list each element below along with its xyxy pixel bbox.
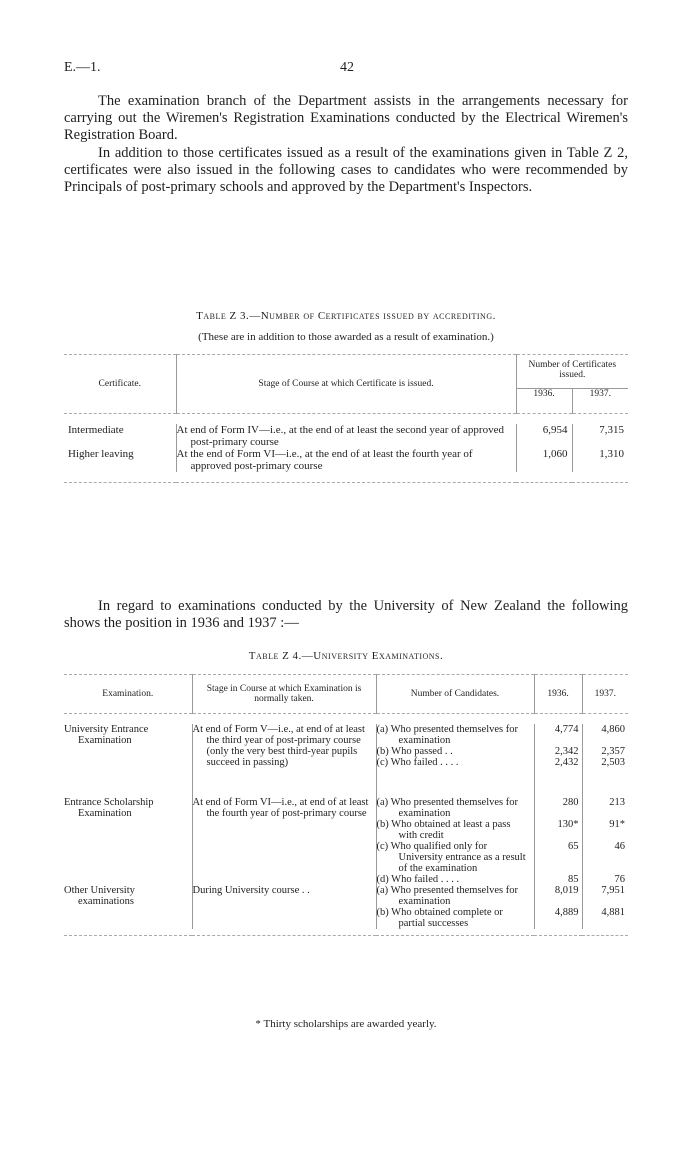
z4-cell-candidates: (d) Who failed . . . . <box>376 874 534 885</box>
z4-cell-1937: 2,357 <box>582 746 628 757</box>
z3-header-number: Number of Certificates issued. <box>516 355 628 389</box>
z3-cell-stage: At the end of Form VI—i.e., at the end of at least the fourth year of approved post-primary course <box>176 448 516 472</box>
university-paragraph-text: In regard to examinations conducted by the University of New Zealand the following shows the position in 1936 and 1937 :— <box>64 598 628 631</box>
z4-cell-1937: 91* <box>582 819 628 841</box>
z4-cell-candidates: (c) Who qualified only for University entrance as a result of the examination <box>376 841 534 874</box>
z4-cell-stage: At end of Form V—i.e., at end of at least the third year of post-primary course (only the very best third-year pupils succeed in passing) <box>192 724 376 797</box>
table-z3-title-text: Table Z 3.—Number of Certificates issued by accrediting. <box>196 310 496 322</box>
z4-cell-1937: 213 <box>582 797 628 819</box>
z4-cell-1937: 7,951 <box>582 885 628 907</box>
intro-paragraph-1 <box>64 93 628 144</box>
z4-cell-1937: 2,503 <box>582 757 628 797</box>
z3-cell-certificate: Intermediate <box>68 424 124 436</box>
z4-cell-1936: 4,889 <box>534 907 582 929</box>
z4-cell-candidates: (a) Who presented themselves for examination <box>376 724 534 746</box>
page-number: 42 <box>340 60 354 75</box>
university-paragraph <box>64 598 628 632</box>
z4-cell-1936: 8,019 <box>534 885 582 907</box>
z4-cell-candidates: (a) Who presented themselves for examination <box>376 885 534 907</box>
table-row <box>64 724 628 746</box>
z3-cell-stage: At end of Form IV—i.e., at the end of at least the second year of approved post-primary course <box>176 424 516 448</box>
table-z4-footnote: * Thirty scholarships are awarded yearly. <box>255 1018 437 1030</box>
z4-cell-candidates: (b) Who passed . . <box>376 746 534 757</box>
z4-header-1936: 1936. <box>534 675 582 714</box>
intro-paragraph-2 <box>64 145 628 196</box>
z4-cell-candidates: (a) Who presented themselves for examination <box>376 797 534 819</box>
z3-header-certificate: Certificate. <box>98 379 141 389</box>
table-row <box>64 424 628 448</box>
intro-paragraph-2-text: In addition to those certificates issued as a result of the examinations given in Table Z 2, certificates were also issued in the following cases to candidates who were recommended by Principals of post-primary schools and approved by the Department's Inspectors. <box>64 145 628 195</box>
running-header: E.—1. <box>64 60 101 75</box>
z3-header-1936: 1936. <box>516 389 572 414</box>
z3-header-1937: 1937. <box>572 389 628 414</box>
table-row <box>64 448 628 472</box>
table-z3-title <box>64 310 628 322</box>
z4-cell-1937: 46 <box>582 841 628 874</box>
z4-header-examination: Examination. <box>102 689 154 699</box>
z4-cell-1936: 130* <box>534 819 582 841</box>
z4-header-1937: 1937. <box>582 675 628 714</box>
z4-cell-1936: 85 <box>534 874 582 885</box>
z4-cell-1937: 4,860 <box>582 724 628 746</box>
z4-cell-examination: University Entrance Examination <box>64 724 149 746</box>
table-z4-title <box>64 650 628 662</box>
z4-cell-stage: At end of Form VI—i.e., at end of at least the fourth year of post-primary course <box>192 797 376 885</box>
z4-header-stage: Stage in Course at which Examination is normally taken. <box>192 675 376 714</box>
table-z4-title-text: Table Z 4.—University Examinations. <box>248 650 444 662</box>
z4-cell-1937: 4,881 <box>582 907 628 929</box>
z3-cell-1936: 6,954 <box>516 424 572 448</box>
table-z3 <box>64 354 628 483</box>
z3-cell-1937: 1,310 <box>572 448 628 472</box>
intro-paragraph-1-text: The examination branch of the Department assists in the arrangements necessary for carrying out the Wiremen's Registration Examinations conducted by the Electrical Wiremen's Registration Board. <box>64 93 628 143</box>
z4-cell-candidates: (c) Who failed . . . . <box>376 757 534 797</box>
z4-cell-examination: Other University examinations <box>64 885 135 907</box>
z3-cell-certificate: Higher leaving <box>68 448 134 460</box>
z4-cell-1936: 65 <box>534 841 582 874</box>
z3-header-stage: Stage of Course at which Certificate is issued. <box>176 355 516 414</box>
table-row <box>64 885 628 907</box>
z4-cell-1936: 4,774 <box>534 724 582 746</box>
z3-cell-1937: 7,315 <box>572 424 628 448</box>
z4-cell-1936: 280 <box>534 797 582 819</box>
z4-cell-examination: Entrance Scholarship Examination <box>64 797 154 819</box>
z4-cell-1936: 2,342 <box>534 746 582 757</box>
z4-cell-1936: 2,432 <box>534 757 582 797</box>
z4-cell-stage: During University course . . <box>192 885 376 929</box>
table-row <box>64 797 628 819</box>
z4-header-candidates: Number of Candidates. <box>376 675 534 714</box>
z4-cell-1937: 76 <box>582 874 628 885</box>
z4-cell-candidates: (b) Who obtained complete or partial successes <box>376 907 534 929</box>
z4-cell-candidates: (b) Who obtained at least a pass with credit <box>376 819 534 841</box>
z3-cell-1936: 1,060 <box>516 448 572 472</box>
table-z3-subtitle: (These are in addition to those awarded as a result of examination.) <box>198 331 494 343</box>
table-z4 <box>64 674 628 936</box>
